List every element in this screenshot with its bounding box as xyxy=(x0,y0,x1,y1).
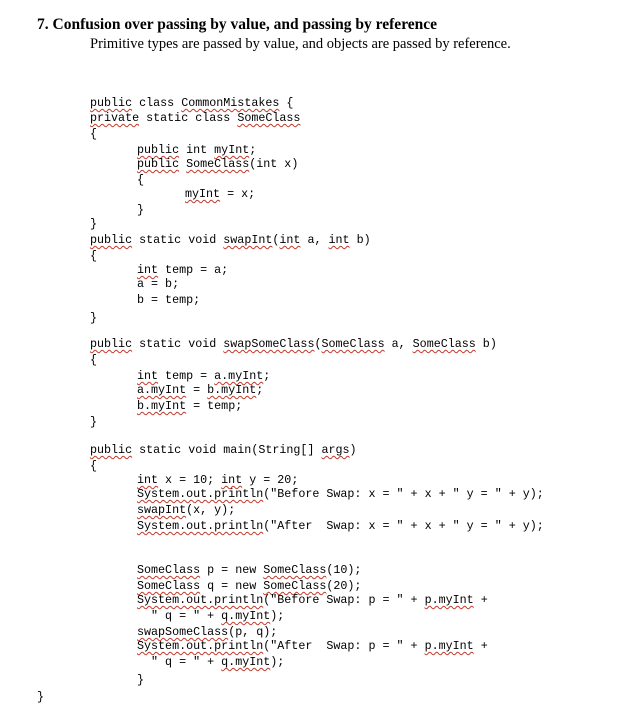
code-token: = x; xyxy=(220,187,256,201)
code-token: { xyxy=(90,353,98,367)
flagged-token: public xyxy=(137,143,180,157)
code-token: static class xyxy=(139,111,238,125)
flagged-token: SomeClass xyxy=(186,157,250,171)
flagged-token: CommonMistakes xyxy=(181,96,280,110)
flagged-token: public xyxy=(90,337,133,351)
code-line xyxy=(90,415,97,430)
code-token: a, xyxy=(384,337,413,351)
code-token: { xyxy=(90,127,98,141)
code-token: y = 20; xyxy=(242,473,299,487)
code-line xyxy=(90,127,97,142)
code-token: b) xyxy=(475,337,497,351)
code-token: = temp; xyxy=(186,399,243,413)
flagged-token: SomeClass xyxy=(263,579,327,593)
code-token: static void main(String[] xyxy=(132,443,322,457)
code-line xyxy=(137,263,228,278)
code-token: a = b; xyxy=(137,277,180,291)
code-token: ); xyxy=(270,609,285,623)
code-line xyxy=(137,143,256,158)
flagged-token: int xyxy=(137,369,159,383)
code-line xyxy=(90,443,357,458)
code-line xyxy=(137,473,298,488)
code-token: ("Before Swap: x = " + x + " y = " + y); xyxy=(263,487,544,501)
flagged-token: System.out.println xyxy=(137,639,264,653)
code-token: ); xyxy=(270,655,285,669)
flagged-token: args xyxy=(321,443,350,457)
code-line xyxy=(137,625,277,640)
code-token: } xyxy=(90,311,98,325)
code-token: } xyxy=(90,217,98,231)
flagged-token: SomeClass xyxy=(237,111,301,125)
code-token: q = new xyxy=(200,579,264,593)
code-token: { xyxy=(137,173,145,187)
code-token: " q = " + xyxy=(137,655,222,669)
code-token: (int x) xyxy=(249,157,299,171)
code-token: ) xyxy=(349,443,357,457)
code-token: b) xyxy=(349,233,371,247)
flagged-token: p.myInt xyxy=(424,593,474,607)
flagged-token: b.myInt xyxy=(207,383,257,397)
code-token: { xyxy=(90,249,98,263)
flagged-token: SomeClass xyxy=(321,337,385,351)
code-token: } xyxy=(137,673,145,687)
code-line xyxy=(137,293,200,308)
code-line xyxy=(137,487,544,502)
code-token: static void xyxy=(132,337,224,351)
code-token: } xyxy=(37,690,45,704)
code-token: ; xyxy=(263,369,271,383)
code-line xyxy=(137,369,270,384)
flagged-token: swapSomeClass xyxy=(223,337,315,351)
code-line xyxy=(137,503,235,518)
code-token: ; xyxy=(249,143,257,157)
code-line xyxy=(137,593,488,608)
flagged-token: a.myInt xyxy=(137,383,187,397)
flagged-token: public xyxy=(90,96,133,110)
code-line xyxy=(90,353,97,368)
code-token: { xyxy=(90,459,98,473)
code-token: + xyxy=(473,593,488,607)
code-token: ( xyxy=(272,233,280,247)
code-line xyxy=(137,203,144,218)
code-token: } xyxy=(137,203,145,217)
code-token: b = temp; xyxy=(137,293,201,307)
flagged-token: System.out.println xyxy=(137,593,264,607)
code-line xyxy=(137,157,298,172)
flagged-token: SomeClass xyxy=(137,563,201,577)
code-token: static void xyxy=(132,233,224,247)
code-line xyxy=(37,690,44,705)
code-line xyxy=(137,609,284,624)
code-line xyxy=(90,249,97,264)
code-token: p = new xyxy=(200,563,264,577)
code-line xyxy=(137,277,179,292)
code-token: { xyxy=(279,96,294,110)
code-line xyxy=(137,639,488,654)
code-token: " q = " + xyxy=(137,609,222,623)
code-token: (p, q); xyxy=(228,625,278,639)
code-line xyxy=(137,673,144,688)
flagged-token: public xyxy=(137,157,180,171)
code-line xyxy=(137,563,361,578)
code-line xyxy=(137,399,242,414)
flagged-token: q.myInt xyxy=(221,655,271,669)
code-line xyxy=(90,459,97,474)
code-token: temp = a; xyxy=(158,263,229,277)
code-line xyxy=(185,187,255,202)
flagged-token: swapInt xyxy=(137,503,187,517)
code-token: + xyxy=(473,639,488,653)
code-line xyxy=(137,519,544,534)
flagged-token: public xyxy=(90,233,133,247)
code-token: ; xyxy=(256,383,264,397)
code-token: (20); xyxy=(326,579,362,593)
flagged-token: swapSomeClass xyxy=(137,625,229,639)
flagged-token: SomeClass xyxy=(412,337,476,351)
code-token: ("After Swap: x = " + x + " y = " + y); xyxy=(263,519,544,533)
code-line xyxy=(90,311,97,326)
code-token: = xyxy=(186,383,208,397)
flagged-token: int xyxy=(279,233,301,247)
flagged-token: b.myInt xyxy=(137,399,187,413)
code-line xyxy=(90,337,497,352)
code-token: ("After Swap: p = " + xyxy=(263,639,425,653)
code-token: ("Before Swap: p = " + xyxy=(263,593,425,607)
code-line xyxy=(90,96,293,111)
code-line xyxy=(90,233,371,248)
code-line xyxy=(137,383,263,398)
code-token: } xyxy=(90,415,98,429)
code-token: int xyxy=(179,143,215,157)
flagged-token: System.out.println xyxy=(137,519,264,533)
section-heading: 7. Confusion over passing by value, and passing by reference xyxy=(37,16,438,33)
code-token: temp = xyxy=(158,369,215,383)
flagged-token: int xyxy=(137,263,159,277)
code-line xyxy=(137,579,361,594)
code-line xyxy=(137,173,144,188)
code-token: ( xyxy=(314,337,322,351)
code-line xyxy=(90,217,97,232)
flagged-token: myInt xyxy=(185,187,221,201)
code-token: a, xyxy=(300,233,329,247)
code-token: (10); xyxy=(326,563,362,577)
code-line xyxy=(90,111,300,126)
flagged-token: System.out.println xyxy=(137,487,264,501)
flagged-token: int xyxy=(137,473,159,487)
code-line xyxy=(137,655,284,670)
flagged-token: myInt xyxy=(214,143,250,157)
section-subtitle: Primitive types are passed by value, and objects are passed by reference. xyxy=(90,36,511,52)
flagged-token: int xyxy=(328,233,350,247)
flagged-token: int xyxy=(221,473,243,487)
flagged-token: private xyxy=(90,111,140,125)
flagged-token: SomeClass xyxy=(137,579,201,593)
code-token: (x, y); xyxy=(186,503,236,517)
code-token: x = 10; xyxy=(158,473,222,487)
flagged-token: swapInt xyxy=(223,233,273,247)
flagged-token: public xyxy=(90,443,133,457)
flagged-token: a.myInt xyxy=(214,369,264,383)
code-token: class xyxy=(132,96,182,110)
flagged-token: p.myInt xyxy=(424,639,474,653)
flagged-token: SomeClass xyxy=(263,563,327,577)
flagged-token: q.myInt xyxy=(221,609,271,623)
